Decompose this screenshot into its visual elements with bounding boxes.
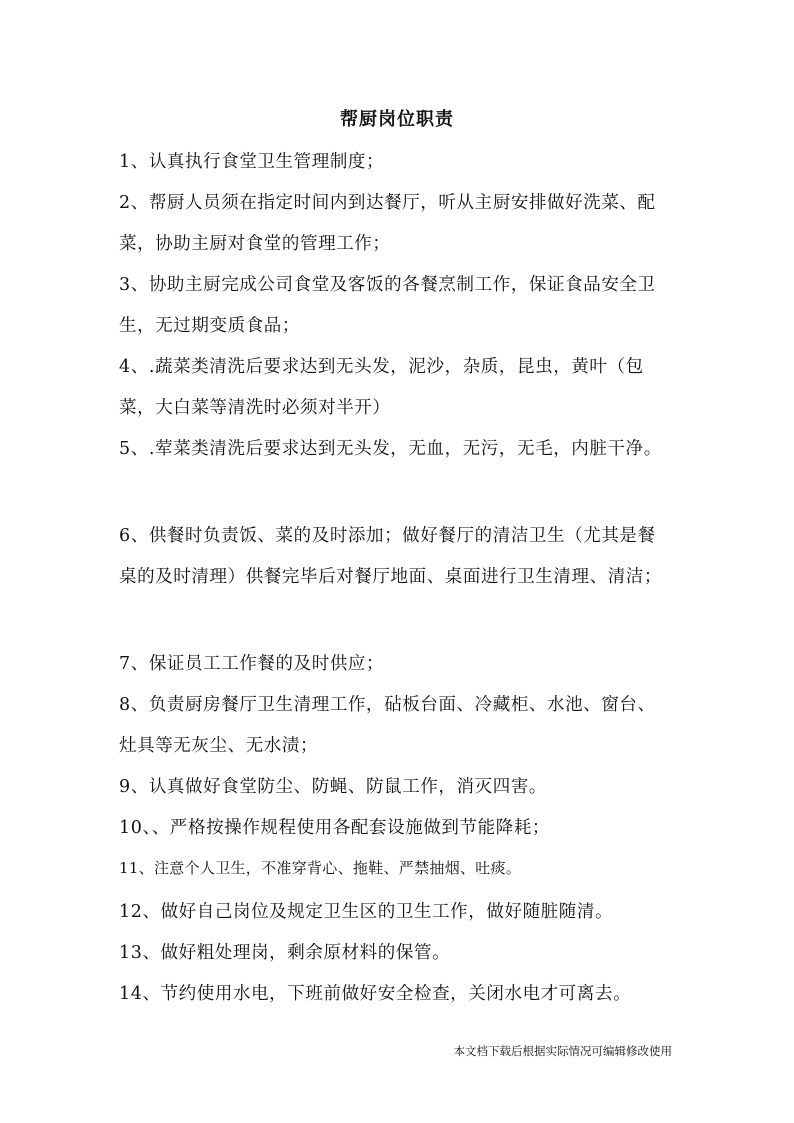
duty-line-6a: 6、供餐时负责饭、菜的及时添加；做好餐厅的清洁卫生（尤其是餐 (119, 526, 656, 546)
footer-note: 本文档下载后根据实际情况可编辑修改使用 (453, 1044, 672, 1058)
duty-line-6b: 桌的及时清理）供餐完毕后对餐厅地面、桌面进行卫生清理、清洁； (119, 567, 662, 587)
duty-line-5: 5、.荤菜类清洗后要求达到无头发，无血，无污，无毛，内脏干净。 (119, 439, 662, 459)
duty-line-1: 1、认真执行食堂卫生管理制度； (119, 152, 385, 172)
page-title: 帮厨岗位职责 (340, 109, 454, 130)
duty-line-8a: 8、负责厨房餐厅卫生清理工作，砧板台面、冷藏柜、水池、窗台、 (119, 695, 656, 715)
duty-line-4b: 菜，大白菜等清洗时必须对半开） (119, 398, 391, 418)
duty-line-7: 7、保证员工工作餐的及时供应； (119, 654, 385, 674)
duty-line-8b: 灶具等无灰尘、无水渍； (119, 736, 319, 756)
duty-line-2a: 2、帮厨人员须在指定时间内到达餐厅，听从主厨安排做好洗菜、配 (119, 193, 656, 213)
duty-line-11: 11、注意个人卫生，不准穿背心、拖鞋、严禁抽烟、吐痰。 (119, 859, 522, 877)
duty-line-4a: 4、.蔬菜类清洗后要求达到无头发，泥沙，杂质，昆虫，黄叶（包 (119, 357, 644, 377)
duty-line-2b: 菜，协助主厨对食堂的管理工作； (119, 234, 391, 254)
duty-line-10: 10、、严格按操作规程使用各配套设施做到节能降耗； (119, 818, 551, 838)
duty-line-13: 13、做好粗处理岗，剩余原材料的保管。 (119, 943, 451, 963)
duty-line-14: 14、节约使用水电，下班前做好安全检查，关闭水电才可离去。 (119, 984, 632, 1004)
duty-line-3a: 3、协助主厨完成公司食堂及客饭的各餐烹制工作，保证食品安全卫 (119, 275, 656, 295)
duty-line-9: 9、认真做好食堂防尘、防蝇、防鼠工作，消灭四害。 (119, 777, 548, 797)
duty-line-12: 12、做好自己岗位及规定卫生区的卫生工作，做好随脏随清。 (119, 902, 614, 922)
duty-line-3b: 生，无过期变质食品； (119, 316, 300, 336)
